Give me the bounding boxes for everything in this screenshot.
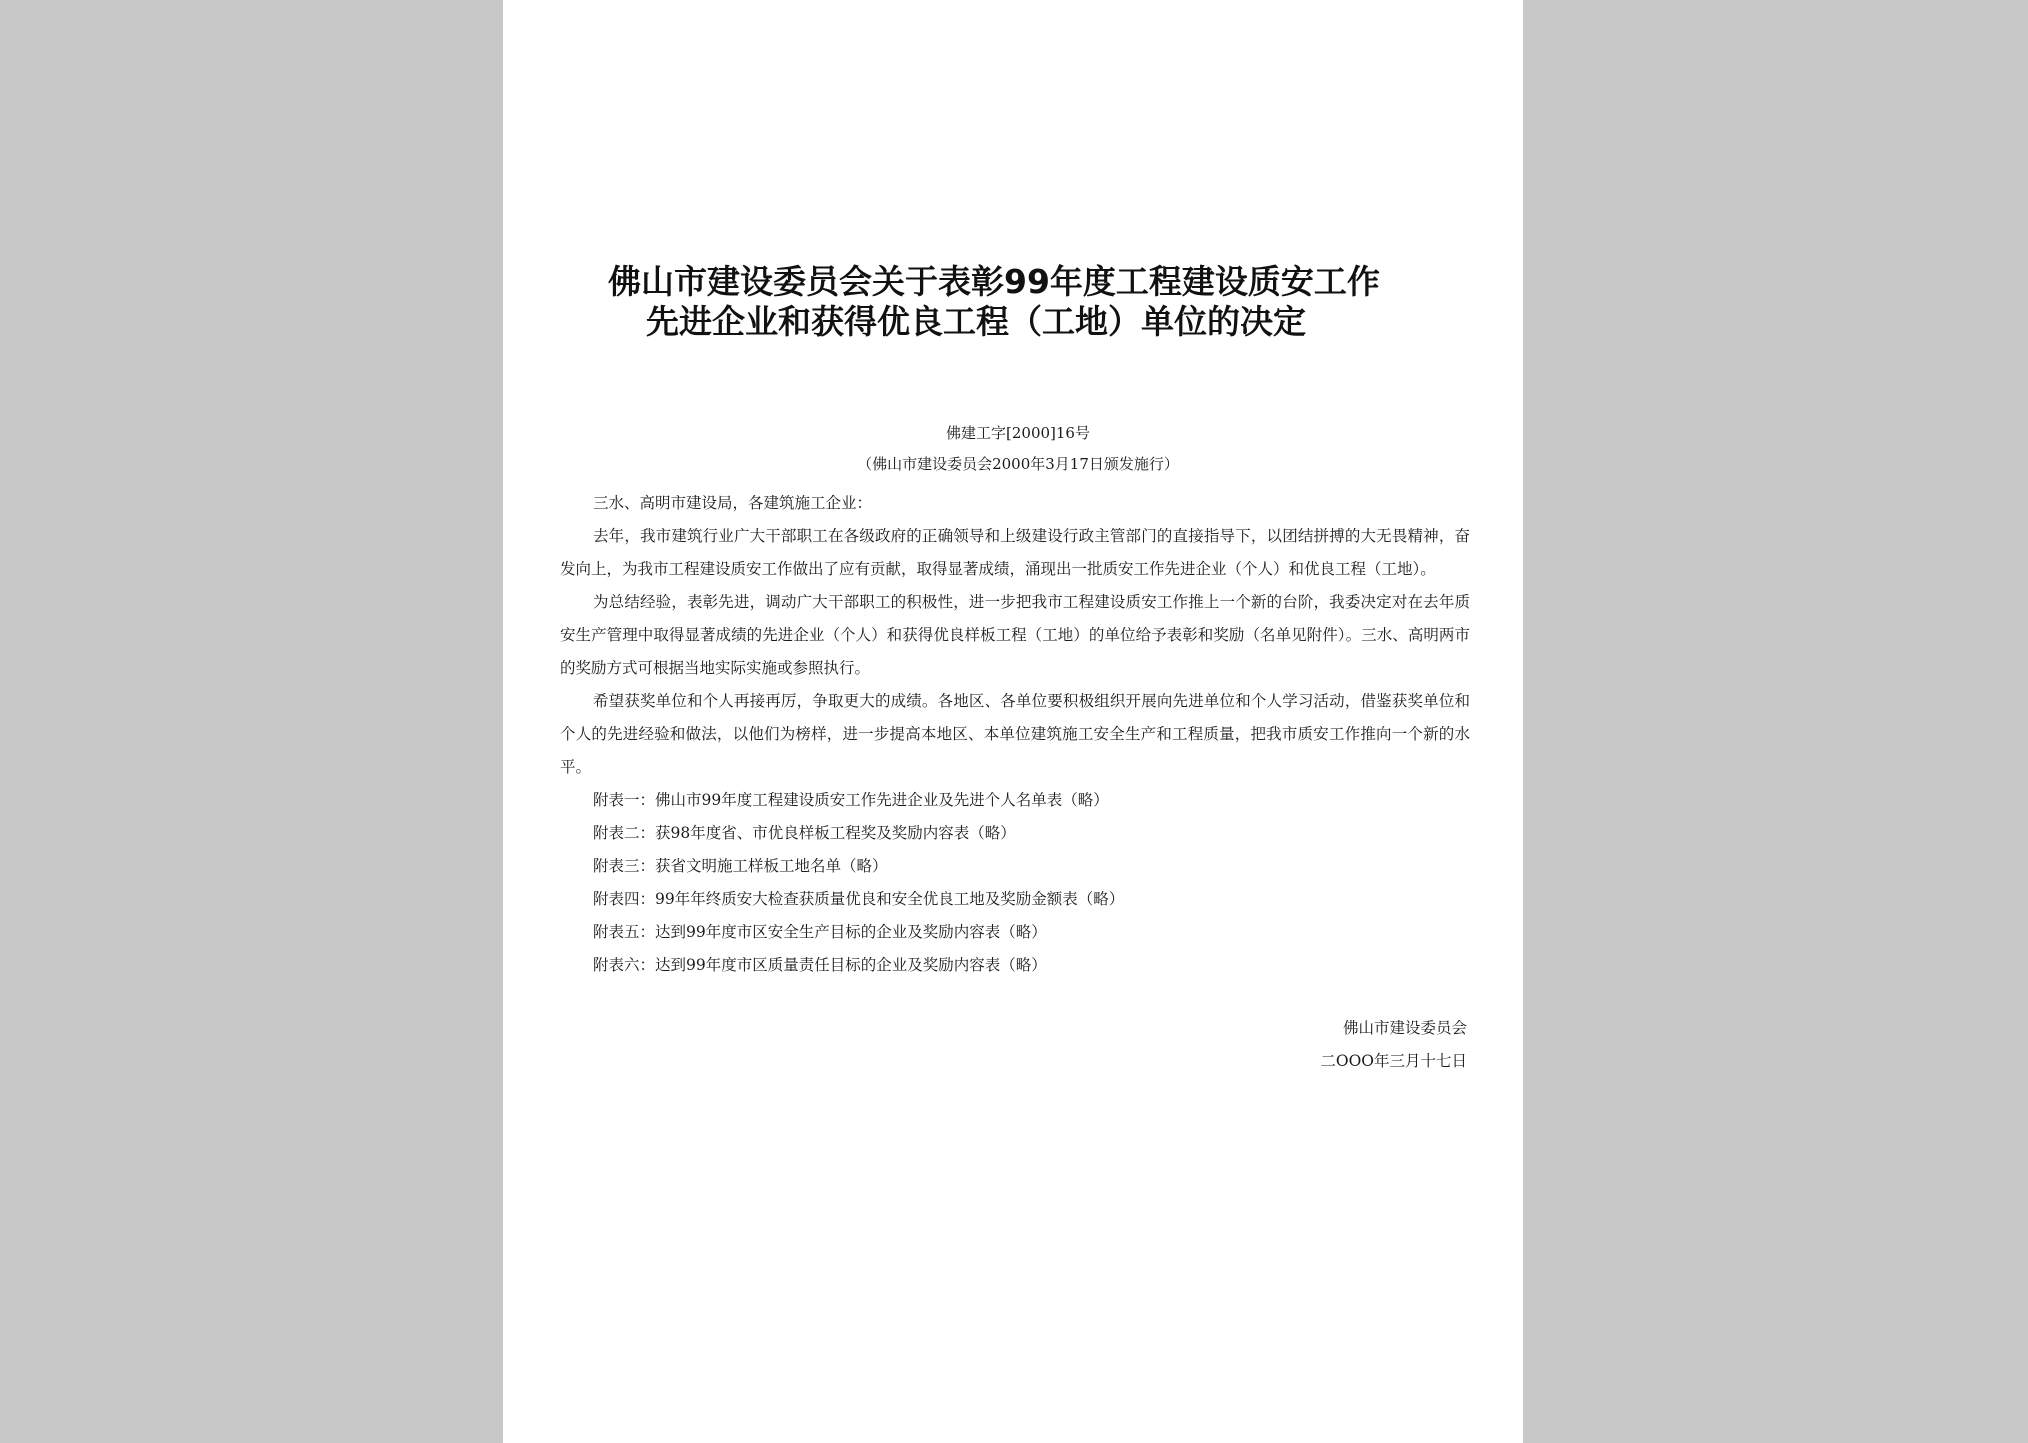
document-title: [603, 262, 1483, 342]
document-page: [503, 0, 1523, 1443]
title-line-2: 先进企业和获得优良工程（工地）单位的决定: [646, 302, 1306, 341]
document-date: 二ΟΟΟ年三月十七日: [1320, 1052, 1467, 1070]
paragraph-1: 去年，我市建筑行业广大干部职工在各级政府的正确领导和上级建设行政主管部门的直接指导下，以团结拼搏的大无畏精神，奋发向上，为我市工程建设质安工作做出了应有贡献，取得显著成绩，涌现出一批质安工作先进企业（个人）和优良工程（工地）。: [560, 527, 1470, 578]
salutation: 三水、高明市建设局，各建筑施工企业：: [593, 494, 873, 512]
attachment-item: 附表一：佛山市99年度工程建设质安工作先进企业及先进个人名单表（略）: [593, 791, 1109, 809]
paragraph-2: 为总结经验，表彰先进，调动广大干部职工的积极性，进一步把我市工程建设质安工作推上一个新的台阶，我委决定对在去年质安生产管理中取得显著成绩的先进企业（个人）和获得优良样板工程（工地）的单位给予表彰和奖励（名单见附件）。三水、高明两市的奖励方式可根据当地实际实施或参照执行。: [560, 593, 1470, 677]
attachment-item: 附表六：达到99年度市区质量责任目标的企业及奖励内容表（略）: [593, 956, 1047, 974]
attachment-item: 附表四：99年年终质安大检查获质量优良和安全优良工地及奖励金额表（略）: [593, 890, 1125, 908]
attachment-item: 附表三：获省文明施工样板工地名单（略）: [593, 857, 888, 875]
signature-block: [1320, 1012, 1467, 1078]
issued-note: （佛山市建设委员会2000年3月17日颁发施行）: [857, 455, 1179, 473]
document-number: 佛建工字[2000]16号: [946, 424, 1090, 442]
document-body: [560, 487, 1470, 982]
attachment-item: 附表二：获98年度省、市优良样板工程奖及奖励内容表（略）: [593, 824, 1016, 842]
title-line-1: 佛山市建设委员会关于表彰99年度工程建设质安工作: [608, 262, 1380, 301]
paragraph-3: 希望获奖单位和个人再接再厉，争取更大的成绩。各地区、各单位要积极组织开展向先进单位和个人学习活动，借鉴获奖单位和个人的先进经验和做法，以他们为榜样，进一步提高本地区、本单位建筑施工安全生产和工程质量，把我市质安工作推向一个新的水平。: [560, 692, 1470, 776]
signatory: 佛山市建设委员会: [1342, 1019, 1467, 1037]
attachment-item: 附表五：达到99年度市区安全生产目标的企业及奖励内容表（略）: [593, 923, 1047, 941]
